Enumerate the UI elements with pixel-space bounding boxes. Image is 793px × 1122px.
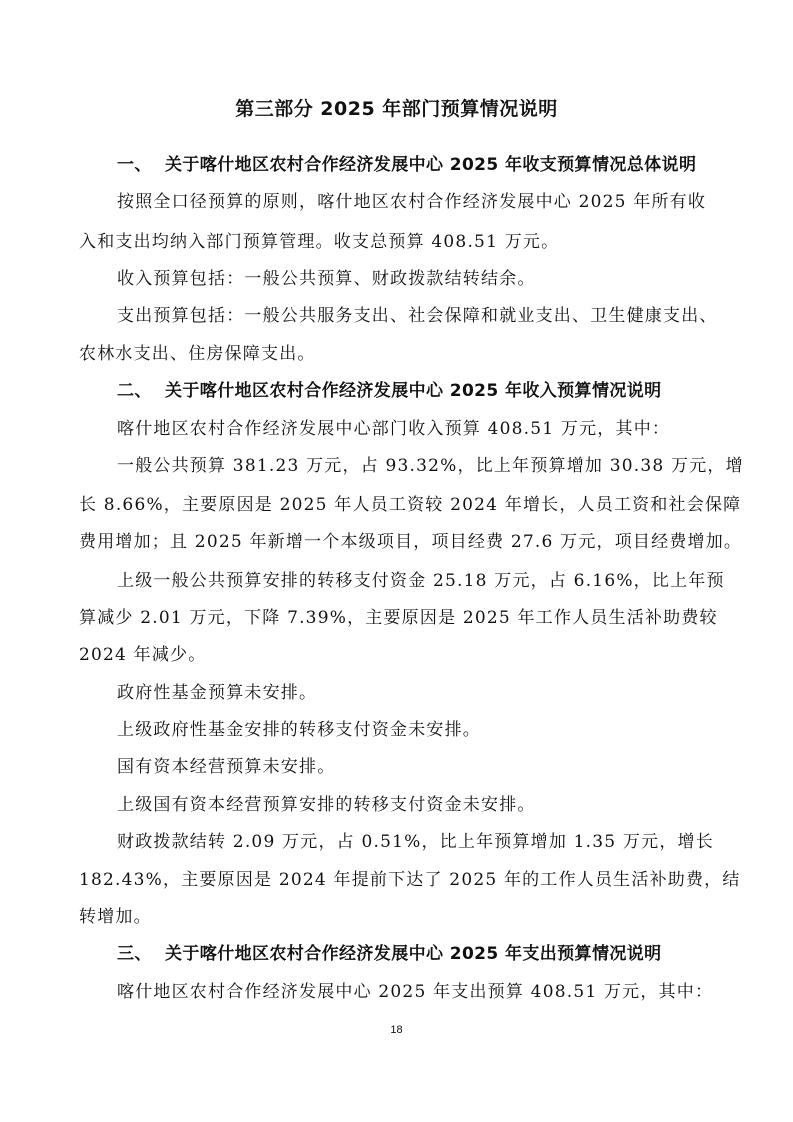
paragraph-line: 上级一般公共预算安排的转移支付资金 25.18 万元，占 6.16%，比上年预 — [117, 571, 725, 591]
paragraph-line: 一般公共预算 381.23 万元，占 93.32%，比上年预算增加 30.38 万元，增 — [117, 456, 744, 476]
paragraph-line: 按照全口径预算的原则，喀什地区农村合作经济发展中心 2025 年所有收 — [117, 192, 707, 212]
paragraph-line: 算减少 2.01 万元，下降 7.39%，主要原因是 2025 年工作人员生活补助费较 — [79, 608, 718, 628]
paragraph-line: 上级国有资本经营预算安排的转移支付资金未安排。 — [117, 795, 536, 815]
paragraph-line: 政府性基金预算未安排。 — [117, 683, 318, 703]
page-number: 18 — [390, 1024, 403, 1036]
section-heading-text: 关于喀什地区农村合作经济发展中心 2025 年收支预算情况总体说明 — [165, 155, 697, 175]
section-heading-2 — [117, 376, 662, 401]
paragraph-line: 国有资本经营预算未安排。 — [117, 757, 336, 777]
paragraph-line: 财政拨款结转 2.09 万元，占 0.51%，比上年预算增加 1.35 万元，增长 — [117, 832, 714, 852]
paragraph-line: 上级政府性基金安排的转移支付资金未安排。 — [117, 720, 481, 740]
section-number: 二、 — [117, 381, 152, 401]
section-heading-text: 关于喀什地区农村合作经济发展中心 2025 年支出预算情况说明 — [165, 944, 662, 964]
paragraph-line: 入和支出均纳入部门预算管理。收支总预算 408.51 万元。 — [79, 232, 560, 252]
section-heading-1 — [117, 150, 696, 175]
paragraph-line: 喀什地区农村合作经济发展中心 2025 年支出预算 408.51 万元，其中： — [117, 982, 714, 1002]
section-heading-3 — [117, 939, 662, 964]
page-title: 第三部分 2025 年部门预算情况说明 — [235, 98, 558, 120]
paragraph-line: 喀什地区农村合作经济发展中心部门收入预算 408.51 万元，其中： — [117, 419, 671, 439]
section-number: 三、 — [117, 944, 152, 964]
paragraph-line: 182.43%，主要原因是 2024 年提前下达了 2025 年的工作人员生活补助费，结 — [79, 870, 741, 890]
paragraph-line: 费用增加；且 2025 年新增一个本级项目，项目经费 27.6 万元，项目经费增加。 — [79, 532, 743, 552]
section-heading-text: 关于喀什地区农村合作经济发展中心 2025 年收入预算情况说明 — [165, 381, 662, 401]
paragraph-line: 长 8.66%，主要原因是 2025 年人员工资较 2024 年增长，人员工资和社会保障 — [79, 495, 742, 515]
section-number: 一、 — [117, 155, 152, 175]
paragraph-line: 农林水支出、住房保障支出。 — [79, 344, 316, 364]
paragraph-line: 收入预算包括：一般公共预算、财政拨款结转结余。 — [117, 269, 536, 289]
paragraph-line: 转增加。 — [79, 907, 152, 927]
paragraph-line: 2024 年减少。 — [79, 645, 207, 665]
paragraph-line: 支出预算包括：一般公共服务支出、社会保障和就业支出、卫生健康支出、 — [117, 306, 718, 326]
